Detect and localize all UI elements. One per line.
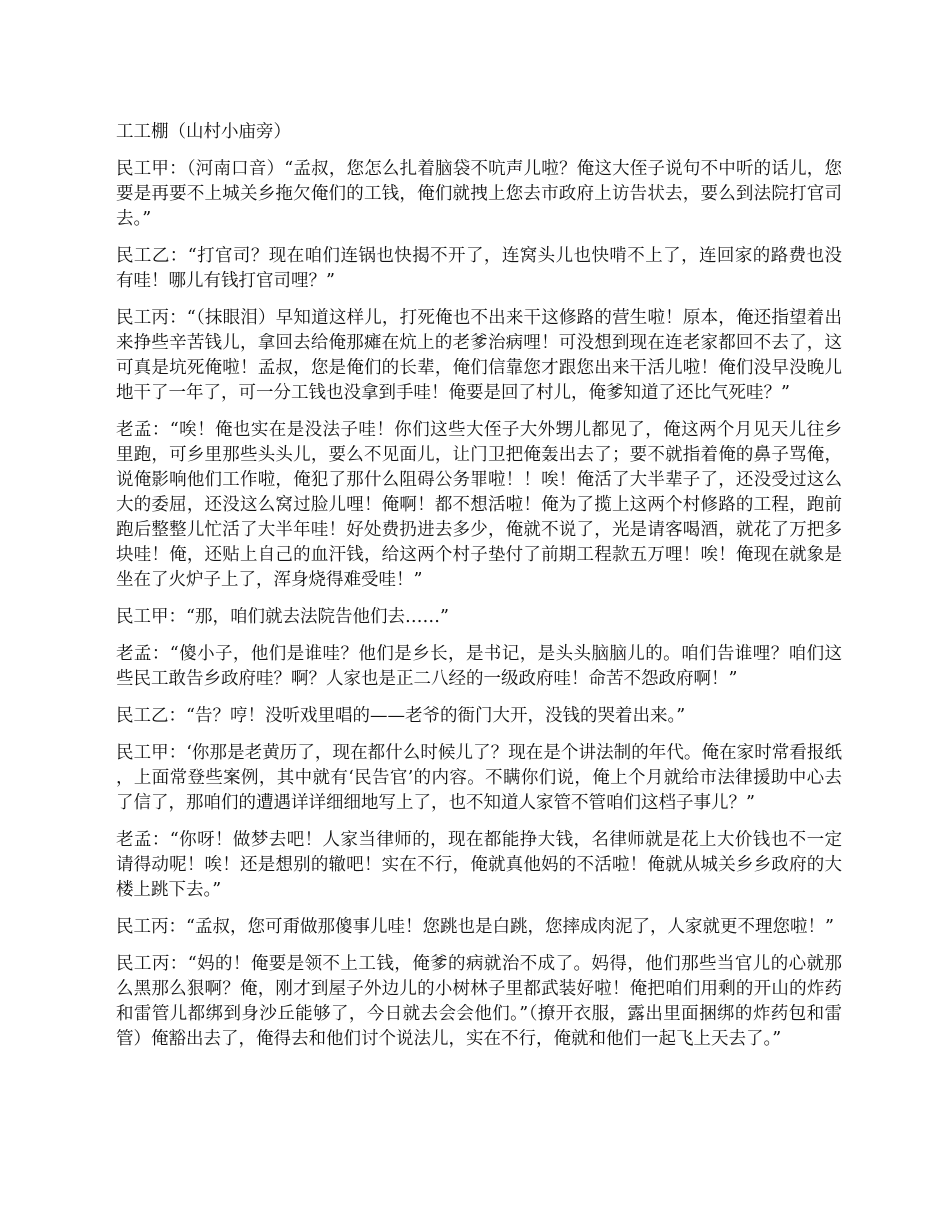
dialogue-paragraph-worker-c-2: 民工丙：“孟叔，您可甭做那傻事儿哇！您跳也是白跳，您摔成肉泥了，人家就更不理您啦！”: [116, 917, 834, 937]
dialogue-paragraph-worker-c-1: 民工丙：“（抹眼泪）早知道这样儿，打死俺也不出来干这修路的营生啦！原本，俺还指望着出来挣些辛苦钱儿，拿回去给俺那瘫在炕上的老爹治病哩！可没想到现在连老家都回不去了，这可真是坑死俺啦！孟叔，您是俺们的长辈，俺们信靠您才跟您出来干活儿啦！俺们没早没晚儿地干了一年了，可一分工钱也没拿到手哇！俺要是回了村儿，俺爹知道了还比气死哇？”: [116, 308, 842, 403]
dialogue-paragraph-lao-meng-1: 老孟：“唉！俺也实在是没法子哇！你们这些大侄子大外甥儿都见了，俺这两个月见天儿往乡里跑，可乡里那些头头儿，要么不见面儿，让门卫把俺轰出去了；要不就指着俺的鼻子骂俺，说俺影响他们工作啦，俺犯了那什么阻碍公务罪啦！！唉！俺活了大半辈子了，还没受过这么大的委屈，还没这么窝过脸儿哩！俺啊！都不想活啦！俺为了揽上这两个村修路的工程，跑前跑后整整儿忙活了大半年哇！好处费扔进去多少，俺就不说了，光是请客喝酒，就花了万把多块哇！俺，还贴上自己的血汗钱，给这两个村子垫付了前期工程款五万哩！唉！俺现在就象是坐在了火炉子上了，浑身烧得难受哇！”: [116, 420, 842, 590]
dialogue-paragraph-worker-b-2: 民工乙：“告？哼！没听戏里唱的——老爷的衙门大开，没钱的哭着出来。”: [116, 706, 686, 726]
dialogue-paragraph-worker-a-3: 民工甲：‘你那是老黄历了，现在都什么时候儿了？现在是个讲法制的年代。俺在家时常看报纸，上面常登些案例，其中就有‘民告官’的内容。不瞒你们说，俺上个月就给市法律援助中心去了信了，那咱们的遭遇详详细细地写上了，也不知道人家管不管咱们这档子事儿？”: [116, 743, 842, 813]
dialogue-paragraph-worker-c-3: 民工丙：“妈的！俺要是领不上工钱，俺爹的病就治不成了。妈得，他们那些当官儿的心就那么黑那么狠啊？俺，刚才到屋子外边儿的小树林子里都武装好啦！俺把咱们用剩的开山的炸药和雷管儿都绑到身沙丘能够了，今日就去会会他们。”（撩开衣服，露出里面捆绑的炸药包和雷管）俺豁出去了，俺得去和他们讨个说法儿，实在不行，俺就和他们一起飞上天去了。”: [116, 954, 842, 1049]
dialogue-paragraph-worker-a-1: 民工甲：（河南口音）“孟叔，您怎么扎着脑袋不吭声儿啦？俺这大侄子说句不中听的话儿，您要是再要不上城关乡拖欠俺们的工钱，俺们就拽上您去市政府上访告状去，要么到法院打官司去。”: [116, 159, 842, 229]
dialogue-paragraph-worker-b-1: 民工乙：“打官司？现在咱们连锅也快揭不开了，连窝头儿也快啃不上了，连回家的路费也没有哇！哪儿有钱打官司哩？”: [116, 246, 842, 291]
dialogue-paragraph-lao-meng-3: 老孟：“你呀！做梦去吧！人家当律师的，现在都能挣大钱，名律师就是花上大价钱也不一定请得动呢！唉！还是想别的辙吧！实在不行，俺就真他妈的不活啦！俺就从城关乡乡政府的大楼上跳下去。”: [116, 830, 842, 900]
dialogue-paragraph-worker-a-2: 民工甲：“那，咱们就去法院告他们去……”: [116, 607, 449, 627]
dialogue-paragraph-lao-meng-2: 老孟：“傻小子，他们是谁哇？他们是乡长，是书记，是头头脑脑儿的。咱们告谁哩？咱们这些民工敢告乡政府哇？啊？人家也是正二八经的一级政府哇！命苦不怨政府啊！”: [116, 644, 842, 689]
scene-heading: 工工棚（山村小庙旁）: [116, 122, 291, 142]
document-page: [116, 120, 842, 1064]
